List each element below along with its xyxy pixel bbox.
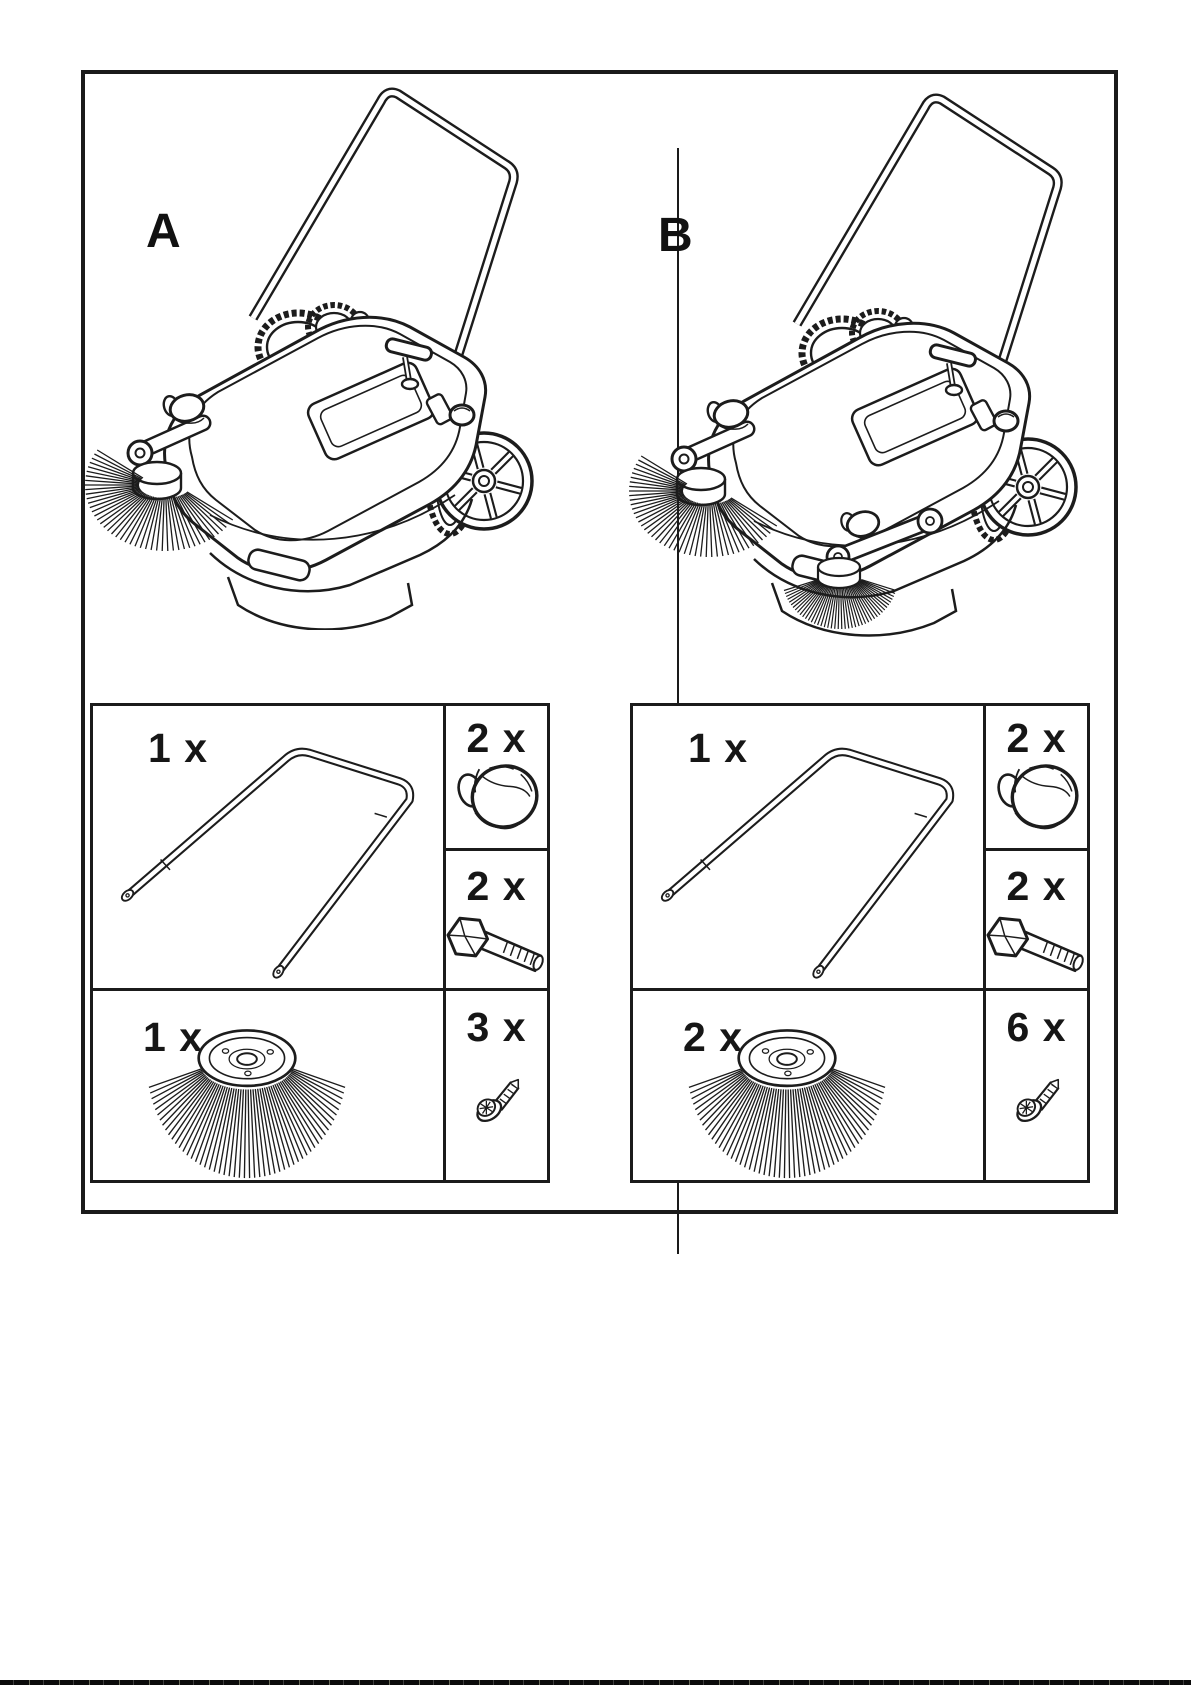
handlebar-icon bbox=[97, 720, 441, 984]
quantity-label: 2 x bbox=[683, 1014, 743, 1060]
parts-cell-brush-a bbox=[93, 988, 446, 1180]
parts-cell-handlebar-a bbox=[93, 706, 446, 988]
parts-cell-screw-b bbox=[986, 988, 1087, 1180]
screw-icon bbox=[1008, 1067, 1066, 1129]
quantity-label: 1 x bbox=[143, 1014, 203, 1060]
parts-table-b bbox=[630, 703, 1090, 1183]
hex-bolt-icon bbox=[980, 908, 1094, 980]
parts-cell-brush-b bbox=[633, 988, 986, 1180]
variant-b-label: B bbox=[658, 209, 693, 262]
parts-cell-bolt-b bbox=[986, 854, 1087, 988]
parts-cell-bolt-a bbox=[446, 854, 547, 988]
handlebar-icon bbox=[637, 720, 981, 984]
star-knob-icon bbox=[989, 754, 1085, 840]
quantity-label: 3 x bbox=[466, 1004, 527, 1050]
quantity-label: 1 x bbox=[688, 725, 748, 771]
variant-a-label: A bbox=[146, 205, 181, 258]
parts-cell-screw-a bbox=[446, 988, 547, 1180]
hex-bolt-icon bbox=[440, 908, 554, 980]
quantity-label: 2 x bbox=[1006, 715, 1067, 761]
side-brush-icon bbox=[661, 1014, 913, 1187]
parts-cell-knob-b bbox=[986, 706, 1087, 851]
quantity-label: 2 x bbox=[1006, 863, 1067, 909]
quantity-label: 6 x bbox=[1006, 1004, 1067, 1050]
quantity-label: 2 x bbox=[466, 863, 527, 909]
screw-icon bbox=[468, 1067, 526, 1129]
sweeper-illustration-a bbox=[60, 85, 580, 630]
quantity-label: 2 x bbox=[466, 715, 527, 761]
parts-cell-knob-a bbox=[446, 706, 547, 851]
side-brush-icon bbox=[121, 1014, 373, 1187]
star-knob-icon bbox=[449, 754, 545, 840]
page-scan-artifact bbox=[0, 1680, 1191, 1685]
sweeper-illustration-b bbox=[622, 85, 1152, 645]
quantity-label: 1 x bbox=[148, 725, 208, 771]
parts-cell-handlebar-b bbox=[633, 706, 986, 988]
parts-table-a bbox=[90, 703, 550, 1183]
